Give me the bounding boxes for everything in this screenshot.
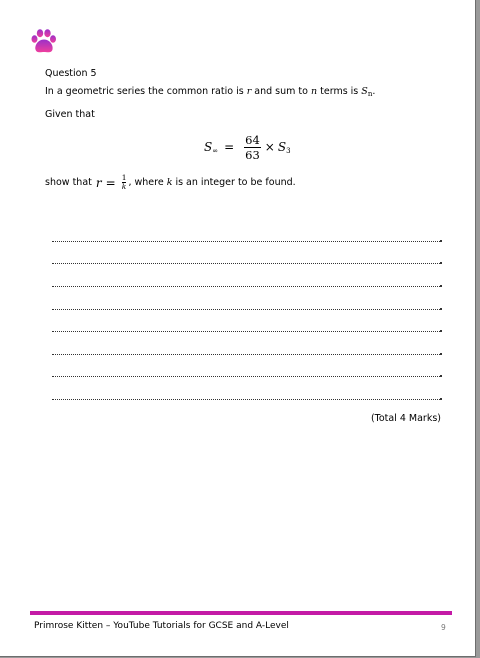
formula-equals: = — [224, 140, 235, 154]
fraction-denominator: 63 — [245, 147, 260, 162]
answer-line[interactable] — [52, 331, 440, 332]
formula-lhs: $S_\infty$ — [204, 139, 219, 155]
total-marks: (Total 4 Marks) — [370, 413, 441, 424]
show-equals: = — [105, 175, 116, 190]
answer-line[interactable] — [52, 354, 440, 355]
footer-divider — [30, 611, 452, 615]
answer-line[interactable] — [52, 241, 440, 242]
answer-line[interactable] — [52, 286, 440, 287]
show-middle: , where — [128, 177, 164, 188]
show-that-text — [45, 174, 296, 191]
page-number: 9 — [441, 623, 446, 632]
fraction-numerator: 64 — [245, 132, 260, 147]
answer-line[interactable] — [52, 399, 440, 400]
show-prefix: show that — [45, 177, 92, 188]
given-text: Given that — [45, 109, 95, 120]
question-intro: In a geometric series the common ratio is r and sum to n terms is $S_n$. — [45, 86, 376, 98]
formula-times: × — [264, 140, 275, 154]
paw-print-icon — [30, 28, 58, 56]
given-formula — [204, 129, 291, 165]
answer-line[interactable] — [52, 263, 440, 264]
n-symbol: n — [310, 86, 318, 97]
intro-suffix: terms is — [320, 86, 359, 97]
one-over-k-fraction: $\frac{1}{k}$ — [121, 173, 127, 191]
answer-line[interactable] — [52, 376, 440, 377]
sum-symbol: $S_n$ — [361, 86, 373, 98]
ratio-symbol: r — [246, 86, 252, 97]
formula-rhs: $S_3$ — [277, 139, 291, 155]
show-k: k — [166, 177, 173, 188]
intro-prefix: In a geometric series the common ratio is — [45, 86, 244, 97]
show-r: r — [95, 175, 102, 190]
answer-line[interactable] — [52, 309, 440, 310]
footer-text: Primrose Kitten – YouTube Tutorials for GCSE and A-Level — [34, 621, 289, 631]
formula-fraction — [244, 133, 261, 162]
question-title: Question 5 — [45, 68, 97, 79]
intro-middle: and sum to — [254, 86, 308, 97]
show-suffix: is an integer to be found. — [175, 177, 296, 188]
